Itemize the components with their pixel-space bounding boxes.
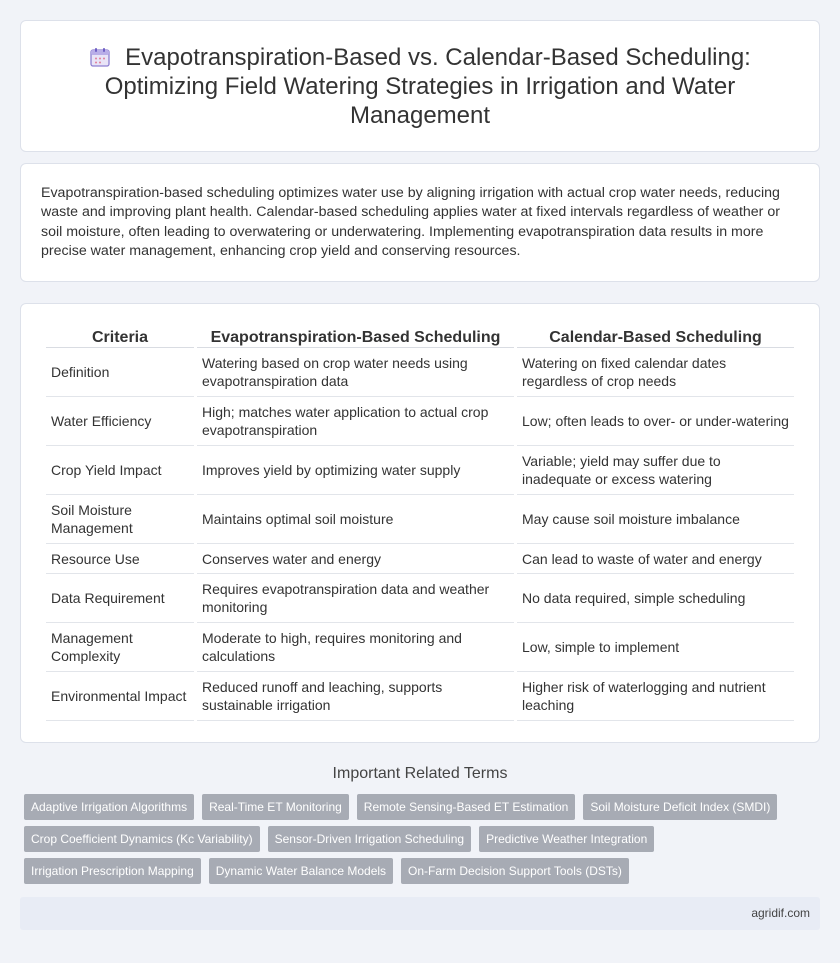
criteria-cell: Management Complexity [46,623,194,672]
footer-site-link[interactable]: agridif.com [751,906,810,920]
et-cell: Watering based on crop water needs using evapotranspiration data [197,348,514,397]
footer [20,897,820,930]
calendar-cell: Can lead to waste of water and energy [517,544,794,574]
criteria-cell: Data Requirement [46,574,194,623]
related-term-tag[interactable]: Adaptive Irrigation Algorithms [24,794,194,820]
comparison-card [20,303,820,743]
header-calendar-based: Calendar-Based Scheduling [517,326,794,348]
table-row [46,495,794,544]
related-term-tag[interactable]: Irrigation Prescription Mapping [24,858,201,884]
et-cell: Improves yield by optimizing water supply [197,446,514,495]
intro-text: Evapotranspiration-based scheduling optimizes water use by aligning irrigation with actual crop water needs, reducing waste and improving plant health. Calendar-based scheduling applies water at fixed intervals regardless of weather or soil moisture, often leading to overwatering or underwatering. Implementing evapotranspiration data results in more precise water management, enhancing crop yield and conserving resources. [41,185,780,259]
et-cell: Requires evapotranspiration data and weather monitoring [197,574,514,623]
title-text: Evapotranspiration-Based vs. Calendar-Based Scheduling: Optimizing Field Watering Strategies in Irrigation and Water Management [104,43,751,129]
related-term-tag[interactable]: Dynamic Water Balance Models [209,858,393,884]
et-cell: Moderate to high, requires monitoring and calculations [197,623,514,672]
et-cell: Maintains optimal soil moisture [197,495,514,544]
criteria-cell: Resource Use [46,544,194,574]
calendar-cell: Higher risk of waterlogging and nutrient leaching [517,672,794,721]
et-cell: Reduced runoff and leaching, supports sustainable irrigation [197,672,514,721]
criteria-cell: Crop Yield Impact [46,446,194,495]
table-row [46,544,794,574]
table-row [46,446,794,495]
calendar-cell: Low, simple to implement [517,623,794,672]
criteria-cell: Environmental Impact [46,672,194,721]
related-term-tag[interactable]: Soil Moisture Deficit Index (SMDI) [583,794,777,820]
intro-card [20,163,820,282]
related-terms-section [0,765,840,884]
comparison-table [43,326,797,721]
table-row [46,397,794,446]
header-criteria: Criteria [46,326,194,348]
related-term-tag[interactable]: Real-Time ET Monitoring [202,794,349,820]
page-title [61,43,779,130]
related-terms-heading: Important Related Terms [332,765,508,782]
calendar-cell: Watering on fixed calendar dates regardless of crop needs [517,348,794,397]
criteria-cell: Definition [46,348,194,397]
related-term-tag[interactable]: Remote Sensing-Based ET Estimation [357,794,576,820]
table-row [46,348,794,397]
related-term-tag[interactable]: On-Farm Decision Support Tools (DSTs) [401,858,629,884]
table-row [46,623,794,672]
table-header-row [46,326,794,348]
calendar-cell: Variable; yield may suffer due to inadequate or excess watering [517,446,794,495]
criteria-cell: Water Efficiency [46,397,194,446]
title-card [20,20,820,152]
calendar-cell: No data required, simple scheduling [517,574,794,623]
calendar-cell: May cause soil moisture imbalance [517,495,794,544]
header-et-based: Evapotranspiration-Based Scheduling [197,326,514,348]
calendar-cell: Low; often leads to over- or under-watering [517,397,794,446]
calendar-icon [89,46,111,68]
et-cell: High; matches water application to actual crop evapotranspiration [197,397,514,446]
related-terms-tags [0,794,840,884]
et-cell: Conserves water and energy [197,544,514,574]
related-term-tag[interactable]: Sensor-Driven Irrigation Scheduling [268,826,471,852]
related-term-tag[interactable]: Predictive Weather Integration [479,826,654,852]
table-row [46,672,794,721]
criteria-cell: Soil Moisture Management [46,495,194,544]
related-term-tag[interactable]: Crop Coefficient Dynamics (Kc Variability) [24,826,260,852]
table-row [46,574,794,623]
